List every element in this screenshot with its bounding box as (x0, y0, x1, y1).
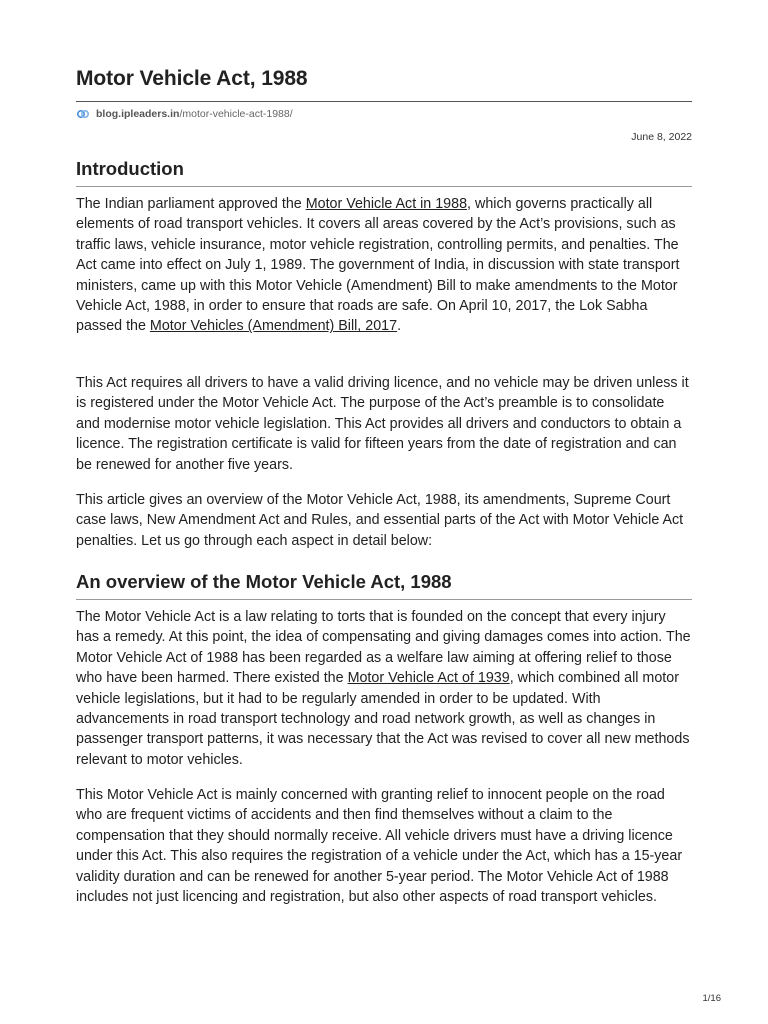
paragraph-3: This article gives an overview of the Motor Vehicle Act, 1988, its amendments, Supreme Court case laws, New Amendment Act and Rules, and essential parts of the Act with Motor Vehicle Act penalties. Let us go through each aspect in detail below: (76, 492, 684, 549)
paragraph-text: The Motor Vehicle Act is a law relating to torts that is founded on the concept that every injury has a remedy. At this point, the idea of compensating and giving damages comes into action. The Motor Vehicle Act of 1988 has been regarded as a welfare law aiming at offering relief to those who have been harmed. There existed the (76, 609, 691, 687)
source-path: /motor-vehicle-act-1988/ (179, 108, 293, 120)
link-motor-vehicle-act-1939[interactable]: Motor Vehicle Act of 1939 (347, 670, 510, 687)
section-divider (76, 186, 692, 187)
paragraph-text: , which governs practically all elements of road transport vehicles. It covers all areas covered by the Act’s provisions, such as traffic laws, vehicle insurance, motor vehicle registration, controlling permits, and penalties. The Act came into effect on July 1, 1989. The government of India, in discussion with state transport ministers, came up with this Motor Vehicle (Amendment) Bill to make amendments to the Motor Vehicle Act, 1988, in order to ensure that roads are safe. On April 10, 2017, the Lok Sabha passed the (76, 196, 680, 335)
section-divider (76, 599, 692, 600)
page-number: 1/16 (702, 993, 721, 1004)
paragraph-text: , which combined all motor vehicle legislations, but it had to be regularly amended in order to be updated. With advancements in road transport technology and road network growth, as well as changes in passenger transport patterns, it was necessary that the Act was revised to cover all new methods relevant to motor vehicles. (76, 670, 690, 768)
section-heading-overview: An overview of the Motor Vehicle Act, 1988 (76, 571, 452, 592)
title-divider (76, 101, 692, 102)
source-link[interactable] (76, 108, 293, 120)
section-heading-introduction: Introduction (76, 158, 184, 179)
paragraph-4 (76, 607, 692, 770)
paragraph-text: The Indian parliament approved the (76, 196, 306, 212)
publish-date: June 8, 2022 (631, 131, 692, 143)
link-motor-vehicle-act-1988[interactable]: Motor Vehicle Act in 1988 (305, 196, 468, 212)
paragraph-2: This Act requires all drivers to have a valid driving licence, and no vehicle may be driven unless it is registered under the Motor Vehicle Act. The purpose of the Act’s preamble is to consolidate and modernise motor vehicle legislation. This Act provides all drivers and conductors to obtain a licence. The registration certificate is valid for fifteen years from the date of registration and can be renewed for another five years. (76, 375, 689, 473)
paragraph-5: This Motor Vehicle Act is mainly concerned with granting relief to innocent people on the road who are frequent victims of accidents and then find themselves without a claim to the compensation that they should normally receive. All vehicle drivers must have a driving licence under this Act. This also requires the registration of a vehicle under the Act, which has a 15-year validity duration and can be renewed for another 5-year period. The Motor Vehicle Act of 1988 includes not just licencing and registration, but also other aspects of road transport vehicles. (76, 787, 683, 906)
link-amendment-bill-2017[interactable]: Motor Vehicles (Amendment) Bill, 2017 (149, 318, 398, 335)
paragraph-1 (76, 194, 692, 337)
source-domain: blog.ipleaders.in (96, 108, 180, 120)
link-icon (76, 108, 90, 120)
page-title: Motor Vehicle Act, 1988 (76, 67, 308, 90)
paragraph-text: . (397, 318, 402, 335)
